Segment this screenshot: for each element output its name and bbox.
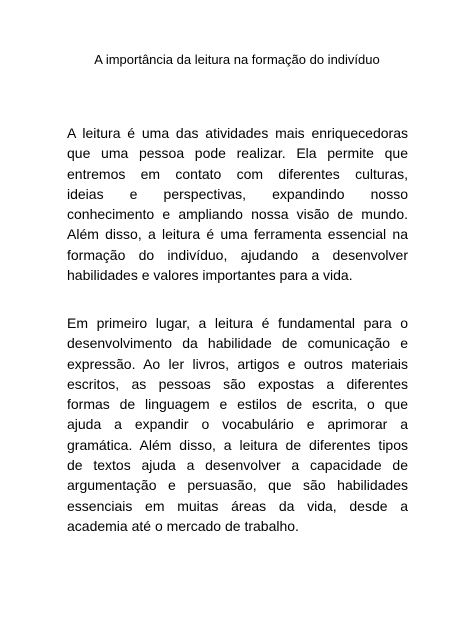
paragraph-line: academia até o mercado de trabalho. [67, 517, 299, 534]
paragraph-line: que uma pessoa pode realizar. Ela permite que [67, 145, 408, 162]
paragraph-line: formação do indivíduo, ajudando a desenvolver [67, 246, 408, 263]
paragraph-line: essenciais em muitas áreas da vida, desde a [67, 497, 408, 514]
paragraph-line: habilidades e valores importantes para a vida. [67, 267, 353, 284]
paragraph-line: A leitura é uma das atividades mais enriquecedoras [67, 125, 408, 141]
paragraph-line: ideias e perspectivas, expandindo nosso [67, 185, 408, 202]
document-title: A importância da leitura na formação do indivíduo [94, 52, 380, 67]
paragraph-line: gramática. Além disso, a leitura de diferentes tipos [67, 436, 408, 453]
paragraph-line: desenvolvimento da habilidade de comunicação e [67, 335, 408, 352]
paragraph-line: Além disso, a leitura é uma ferramenta essencial na [67, 226, 408, 243]
paragraph-1 [67, 123, 408, 285]
paragraph-line: conhecimento e ampliando nossa visão de mundo. [67, 206, 408, 223]
paragraph-line: Em primeiro lugar, a leitura é fundamental para o [67, 315, 408, 331]
paragraph-line: ajuda a expandir o vocabulário e aprimorar a [67, 416, 408, 433]
paragraph-line: formas de linguagem e estilos de escrita, o que [67, 396, 408, 413]
paragraph-2 [67, 313, 408, 536]
paragraph-line: escritos, as pessoas são expostas a diferentes [67, 375, 408, 392]
paragraph-line: argumentação e persuasão, que são habilidades [67, 477, 408, 494]
paragraph-line: de textos ajuda a desenvolver a capacidade de [67, 457, 408, 474]
paragraph-line: entremos em contato com diferentes culturas, [67, 165, 408, 182]
paragraph-line: expressão. Ao ler livros, artigos e outros materiais [67, 355, 408, 372]
